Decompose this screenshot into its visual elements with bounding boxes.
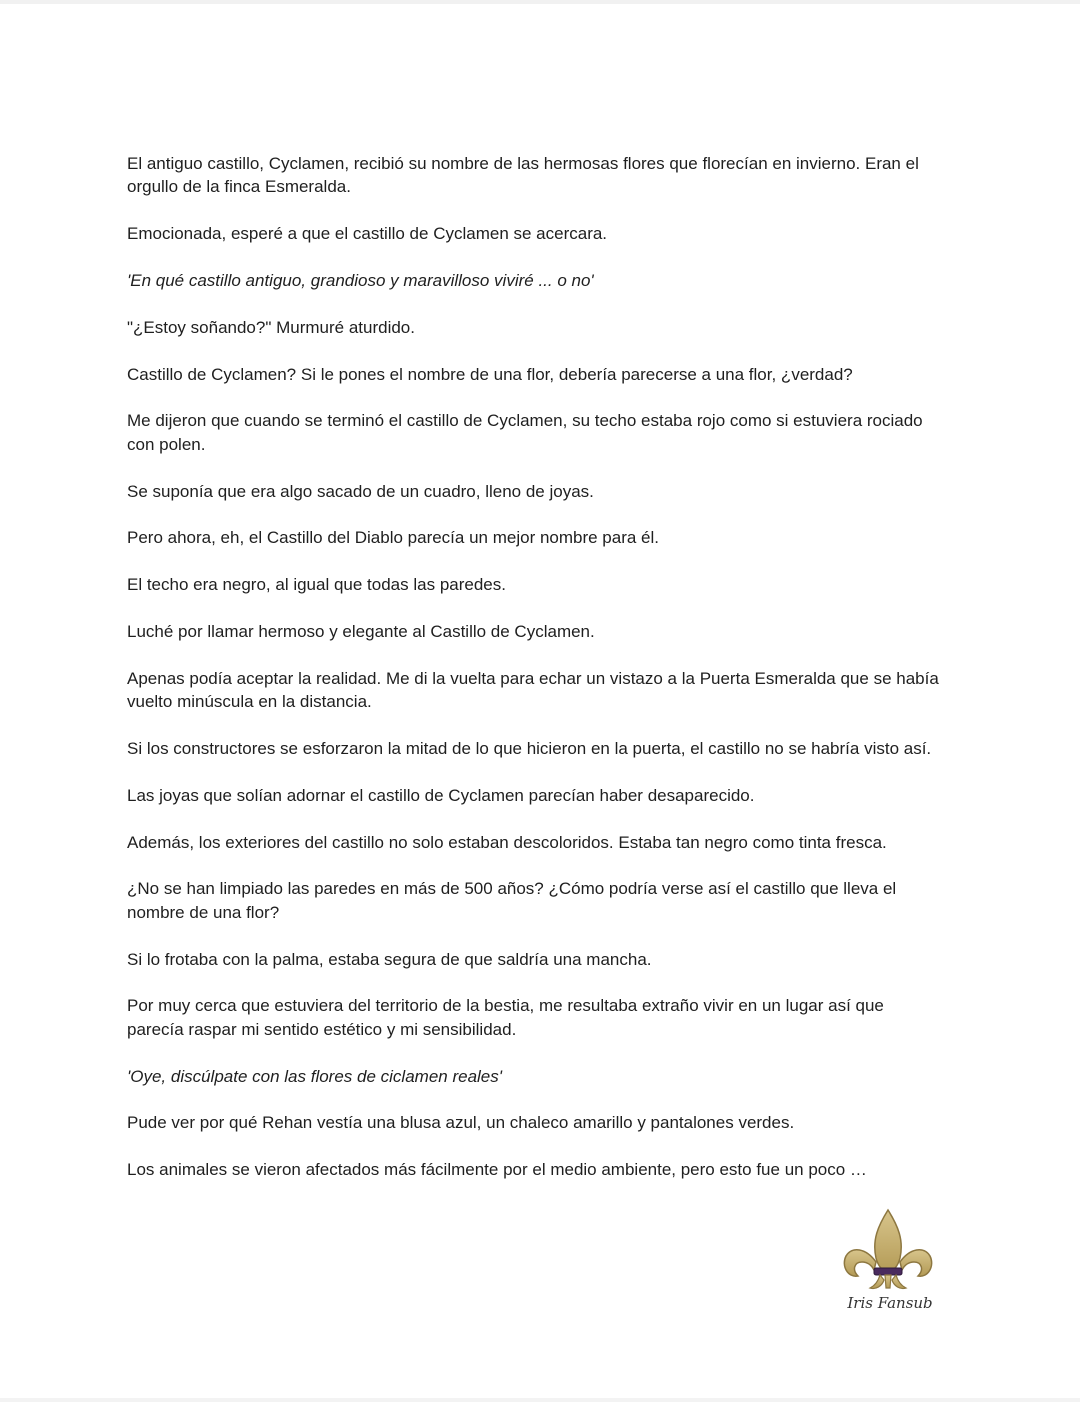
- page-top-edge: [0, 0, 1080, 4]
- document-body: [127, 152, 945, 1205]
- paragraph: Por muy cerca que estuviera del territorio de la bestia, me resultaba extraño vivir en un lugar así que parecía raspar mi sentido estético y mi sensibilidad.: [127, 996, 884, 1039]
- paragraph: Apenas podía aceptar la realidad. Me di la vuelta para echar un vistazo a la Puerta Esmeralda que se había vuelto minúscula en la distancia.: [127, 668, 939, 712]
- paragraph: 'Oye, discúlpate con las flores de ciclamen reales': [127, 1066, 503, 1086]
- paragraph: Las joyas que solían adornar el castillo de Cyclamen parecían haber desaparecido.: [127, 785, 755, 805]
- paragraph: Pero ahora, eh, el Castillo del Diablo parecía un mejor nombre para él.: [127, 528, 660, 548]
- paragraph: Me dijeron que cuando se terminó el castillo de Cyclamen, su techo estaba rojo como si estuviera rociado con polen.: [127, 411, 923, 454]
- paragraph: ¿No se han limpiado las paredes en más de 500 años? ¿Cómo podría verse así el castillo que lleva el nombre de una flor?: [127, 879, 897, 922]
- page-bottom-edge: [0, 1398, 1080, 1402]
- fleur-de-lis-icon: [838, 1208, 938, 1294]
- paragraph: Luché por llamar hermoso y elegante al Castillo de Cyclamen.: [127, 621, 595, 641]
- paragraph: Castillo de Cyclamen? Si le pones el nombre de una flor, debería parecerse a una flor, ¿verdad?: [127, 364, 853, 384]
- paragraph: 'En qué castillo antiguo, grandioso y maravilloso viviré ... o no': [127, 271, 594, 290]
- paragraph: Además, los exteriores del castillo no solo estaban descoloridos. Estaba tan negro como tinta fresca.: [127, 832, 887, 852]
- watermark-label: Iris Fansub: [847, 1294, 933, 1312]
- paragraph: Si los constructores se esforzaron la mitad de lo que hicieron en la puerta, el castillo no se habría visto así.: [127, 738, 932, 758]
- paragraph: Se suponía que era algo sacado de un cuadro, lleno de joyas.: [127, 481, 594, 501]
- paragraph: El techo era negro, al igual que todas las paredes.: [127, 575, 506, 595]
- paragraph: "¿Estoy soñando?" Murmuré aturdido.: [127, 317, 415, 337]
- paragraph: Emocionada, esperé a que el castillo de Cyclamen se acercara.: [127, 224, 608, 244]
- paragraph: Pude ver por qué Rehan vestía una blusa azul, un chaleco amarillo y pantalones verdes.: [127, 1113, 795, 1133]
- paragraph: El antiguo castillo, Cyclamen, recibió su nombre de las hermosas flores que florecían en invierno. Eran el orgullo de la finca Esmeralda.: [127, 154, 919, 197]
- paragraph: Si lo frotaba con la palma, estaba segura de que saldría una mancha.: [127, 949, 652, 969]
- paragraph: Los animales se vieron afectados más fácilmente por el medio ambiente, pero esto fue un poco …: [127, 1160, 867, 1180]
- fansub-watermark: [838, 1208, 938, 1320]
